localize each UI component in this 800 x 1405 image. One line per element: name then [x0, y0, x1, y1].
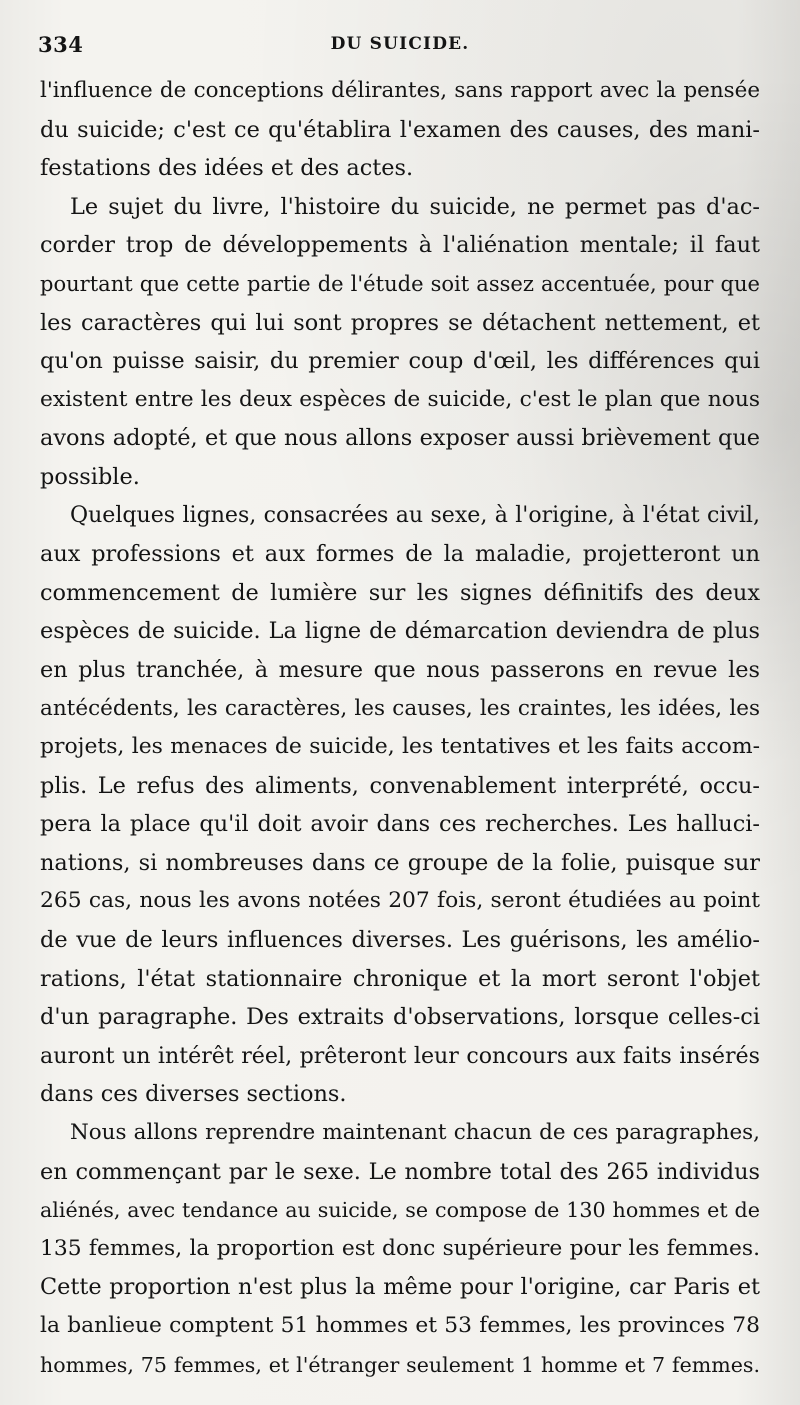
text-line: avons adopté, et que nous allons exposer aussi brièvement que [40, 425, 760, 452]
text-line: antécédents, les caractères, les causes, les craintes, les idées, les [40, 695, 760, 721]
page-number: 334 [38, 32, 84, 57]
text-line: existent entre les deux espèces de suicide, c'est le plan que nous [40, 386, 760, 412]
text-line: qu'on puisse saisir, du premier coup d'œil, les différences qui [40, 348, 760, 375]
text-line: possible. [40, 463, 140, 490]
text-line: du suicide; c'est ce qu'établira l'examen des causes, des mani- [40, 116, 760, 143]
text-line: pera la place qu'il doit avoir dans ces recherches. Les halluci- [40, 811, 760, 838]
running-head: DU SUICIDE. [330, 34, 470, 54]
text-line: la banlieue comptent 51 hommes et 53 femmes, les provinces 78 [40, 1313, 760, 1338]
text-line: 265 cas, nous les avons notées 207 fois, seront étudiées au point [40, 888, 760, 914]
text-line: dans ces diverses sections. [40, 1081, 347, 1108]
page-header [38, 32, 762, 60]
text-line: aux professions et aux formes de la maladie, projetteront un [40, 541, 760, 568]
text-line: Le sujet du livre, l'histoire du suicide, ne permet pas d'ac- [70, 193, 760, 220]
text-line: les caractères qui lui sont propres se détachent nettement, et [40, 309, 760, 336]
text-line: Nous allons reprendre maintenant chacun de ces paragraphes, [70, 1120, 760, 1146]
text-line: en plus tranchée, à mesure que nous passerons en revue les [40, 656, 760, 683]
text-line: Cette proportion n'est plus la même pour l'origine, car Paris et [40, 1274, 760, 1301]
body-text [40, 72, 760, 1384]
text-line: hommes, 75 femmes, et l'étranger seulement 1 homme et 7 femmes. [40, 1352, 760, 1377]
text-line: espèces de suicide. La ligne de démarcation deviendra de plus [40, 618, 760, 645]
text-line: rations, l'état stationnaire chronique et la mort seront l'objet [40, 965, 760, 992]
text-line: commencement de lumière sur les signes définitifs des deux [40, 579, 760, 606]
text-line: Quelques lignes, consacrées au sexe, à l'origine, à l'état civil, [70, 502, 760, 528]
text-line: en commençant par le sexe. Le nombre total des 265 individus [40, 1158, 760, 1185]
text-line: l'influence de conceptions délirantes, sans rapport avec la pensée [40, 78, 760, 103]
text-line: 135 femmes, la proportion est donc supérieure pour les femmes. [40, 1235, 760, 1261]
paragraph-2 [40, 188, 760, 497]
text-line: nations, si nombreuses dans ce groupe de la folie, puisque sur [40, 849, 760, 876]
text-line: corder trop de développements à l'aliénation mentale; il faut [40, 232, 760, 259]
text-line: projets, les menaces de suicide, les tentatives et les faits accom- [40, 734, 760, 760]
text-line: d'un paragraphe. Des extraits d'observations, lorsque celles-ci [40, 1004, 760, 1031]
text-line: plis. Le refus des aliments, convenablement interprété, occu- [40, 772, 760, 799]
text-line: pourtant que cette partie de l'étude soit assez accentuée, pour que [40, 270, 760, 296]
text-line: festations des idées et des actes. [40, 155, 414, 182]
paragraph-3 [40, 497, 760, 1115]
paragraph-1 [40, 72, 760, 188]
paragraph-4 [40, 1114, 760, 1384]
text-line: aliénés, avec tendance au suicide, se compose de 130 hommes et de [40, 1198, 760, 1223]
text-line: auront un intérêt réel, prêteront leur concours aux faits insérés [40, 1042, 760, 1069]
text-line: de vue de leurs influences diverses. Les guérisons, les amélio- [40, 927, 760, 954]
